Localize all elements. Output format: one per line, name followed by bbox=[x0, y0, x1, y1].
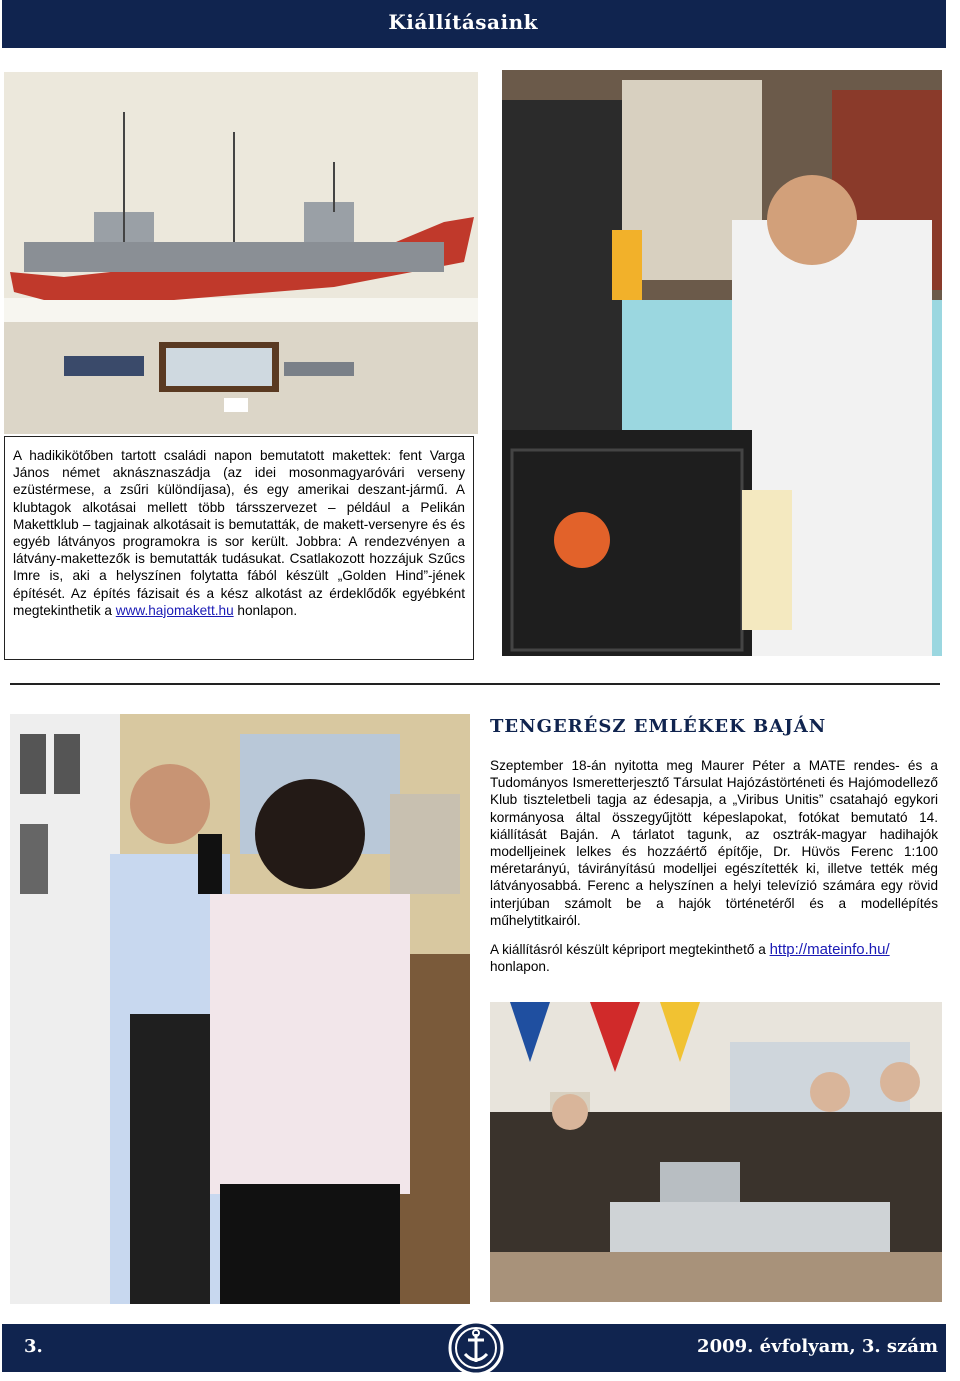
caption-text-main: A hadikikötőben tartott családi napon bemutatott makettek: fent Varga János német aknásznaszádja (az idei mosonmagyaróvári verseny ezüstérmese, a zsűri különdíjasa), és egy amerikai deszant-jármű. A klubtagok alkotásai mellett több társszervezet – például a Pelikán Makettklub – tagjainak alkotásait is bemutatták, de makett-versenyre és és egyéb látványos programokra is sor került. Jobbra: A rendezvényen a látvány-makettezők is bemutatták tudásukat. Csatlakozott hozzájuk Szűcs Imre is, aki a helyszínen folytatta fából készült „Golden Hind”-jének építését. Az építés fázisait és a kész alkotást az érdeklődők egyébként megtekinthetik a bbox=[13, 448, 465, 618]
mateinfo-link[interactable]: http://mateinfo.hu/ bbox=[769, 941, 890, 959]
article-paragraph-2-text: A kiállításról készült képriport megtekinthető a bbox=[490, 942, 770, 958]
section-divider bbox=[10, 683, 940, 685]
caption-box bbox=[4, 436, 474, 660]
interview-photo bbox=[10, 714, 470, 1304]
page-number: 3. bbox=[24, 1336, 43, 1357]
workshop-photo bbox=[502, 70, 942, 656]
article-paragraph-2 bbox=[490, 941, 938, 975]
hajomakett-link[interactable]: www.hajomakett.hu bbox=[115, 602, 234, 618]
caption-text bbox=[13, 447, 465, 619]
ship-models-photo bbox=[4, 72, 478, 434]
page-footer bbox=[2, 1324, 946, 1372]
anchor-emblem-icon bbox=[446, 1320, 506, 1376]
issue-label: 2009. évfolyam, 3. szám bbox=[697, 1336, 938, 1357]
page-header bbox=[2, 0, 946, 48]
museum-exhibition-photo bbox=[490, 1002, 942, 1302]
article-title: TENGERÉSZ EMLÉKEK BAJÁN bbox=[490, 716, 827, 737]
article-paragraph-1: Szeptember 18-án nyitotta meg Maurer Péter a MATE rendes- és a Tudományos Ismeretterjesztő Társulat Hajózástörténeti és Hajómodellező Klub tiszteletbeli tagja az édesapja, a „Viribus Unitis” csatahajó egykori kormányosa által összegyűjtött képeslapokat, fotókat bemutató 14. kiállítását Baján. A tárlatot tagunk, az osztrák-magyar hadihajók modelljeinek lelkes és hozzáértő építője, Dr. Hüvös Ferenc 1:100 méretarányú, távirányítású modelljei egészítették ki, illetve tették még látványosabbá. Ferenc a helyszínen a helyi televízió számára egy rövid interjúban számolt be a hajók történetéről és a modellépítés műhelytitkairól. bbox=[490, 758, 938, 928]
caption-text-end: honlapon. bbox=[233, 602, 298, 618]
header-title: Kiállításaink bbox=[388, 10, 538, 34]
article-body bbox=[490, 757, 938, 975]
article-paragraph-2-end: honlapon. bbox=[490, 959, 550, 975]
